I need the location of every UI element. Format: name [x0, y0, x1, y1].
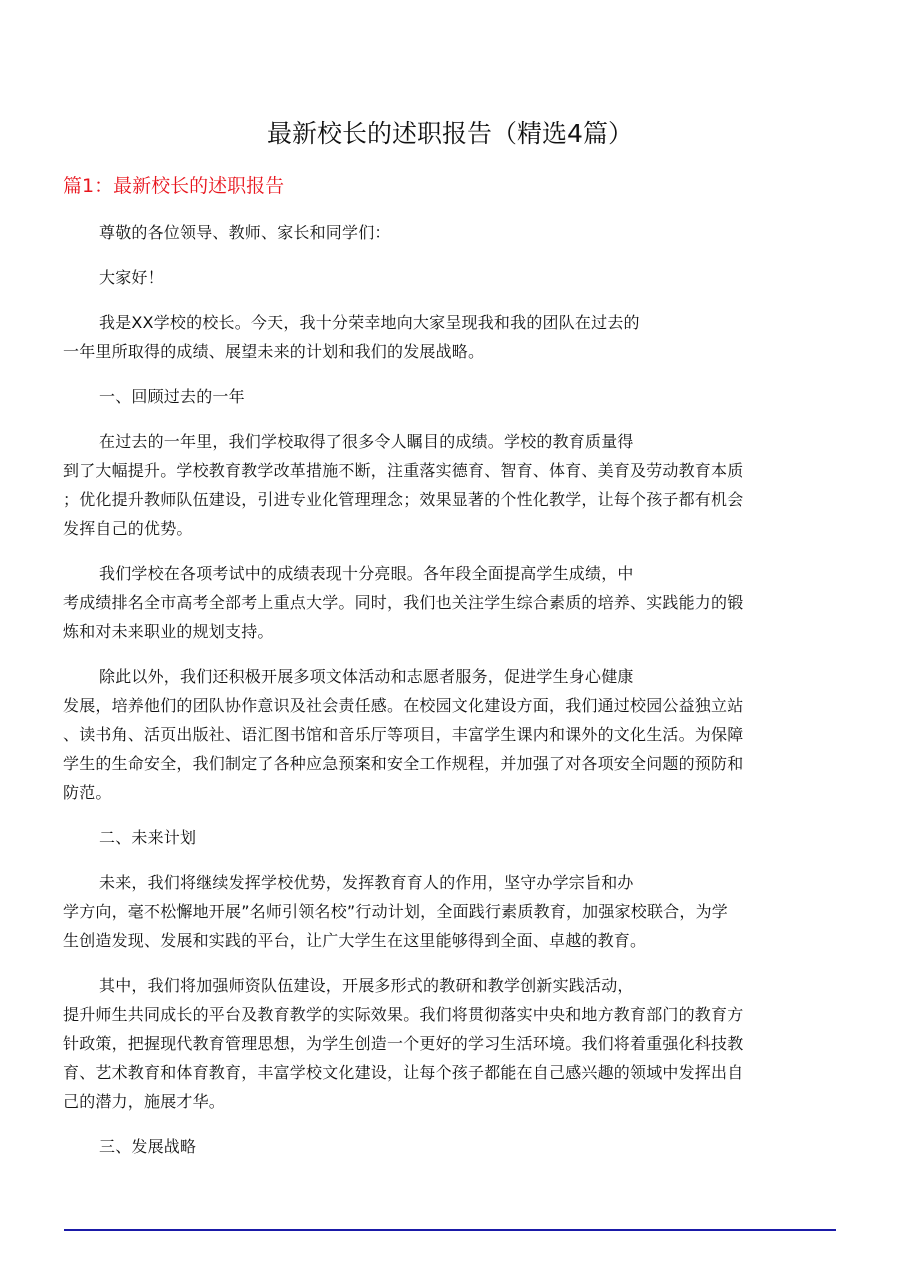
part1-paragraph	[63, 427, 838, 543]
part2-paragraph	[63, 868, 838, 955]
text-line: 一年里所取得的成绩、展望未来的计划和我们的发展战略。	[63, 342, 485, 361]
text-line: 学方向，毫不松懈地开展”名师引领名校”行动计划，全面践行素质教育，加强家校联合，为学	[63, 902, 728, 921]
hello-line: 大家好！	[99, 268, 164, 287]
document-body	[63, 218, 838, 1177]
greeting: 尊敬的各位领导、教师、家长和同学们：	[99, 223, 391, 242]
section-title: 篇1：最新校长的述职报告	[63, 175, 285, 197]
text-line: 在过去的一年里，我们学校取得了很多令人瞩目的成绩。学校的教育质量得	[99, 432, 634, 451]
text-line: 考成绩排名全市高考全部考上重点大学。同时，我们也关注学生综合素质的培养、实践能力的锻	[63, 593, 744, 612]
text-line: 到了大幅提升。学校教育教学改革措施不断，注重落实德育、智育、体育、美育及劳动教育本质	[63, 461, 744, 480]
text-line: 我们学校在各项考试中的成绩表现十分亮眼。各年段全面提高学生成绩，中	[99, 564, 634, 583]
document-title: 最新校长的述职报告（精选4篇）	[267, 119, 633, 148]
text-line: ；优化提升教师队伍建设，引进专业化管理理念；效果显著的个性化教学，让每个孩子都有机会	[63, 490, 744, 509]
part1-heading: 一、回顾过去的一年	[99, 387, 245, 406]
text-line: 其中，我们将加强师资队伍建设，开展多形式的教研和教学创新实践活动，	[99, 976, 634, 995]
intro-paragraph	[63, 308, 838, 366]
text-line: 炼和对未来职业的规划支持。	[63, 622, 274, 641]
text-line: 发展，培养他们的团队协作意识及社会责任感。在校园文化建设方面，我们通过校园公益独立站	[63, 696, 744, 715]
footer-divider	[64, 1229, 836, 1231]
text-line: 己的潜力，施展才华。	[63, 1092, 226, 1111]
text-line: 提升师生共同成长的平台及教育教学的实际效果。我们将贯彻落实中央和地方教育部门的教育方	[63, 1005, 744, 1024]
text-line: 育、艺术教育和体育教育，丰富学校文化建设，让每个孩子都能在自己感兴趣的领域中发挥出自	[63, 1063, 744, 1082]
text-line: 针政策，把握现代教育管理思想，为学生创造一个更好的学习生活环境。我们将着重强化科技教	[63, 1034, 744, 1053]
text-line: 生创造发现、发展和实践的平台，让广大学生在这里能够得到全面、卓越的教育。	[63, 931, 647, 950]
part1-paragraph	[63, 662, 838, 807]
text-line: 学生的生命安全，我们制定了各种应急预案和安全工作规程，并加强了对各项安全问题的预防和	[63, 754, 744, 773]
part1-paragraph	[63, 559, 838, 646]
text-line: 、读书角、活页出版社、语汇图书馆和音乐厅等项目，丰富学生课内和课外的文化生活。为保障	[63, 725, 744, 744]
part2-heading: 二、未来计划	[99, 828, 197, 847]
text-line: 发挥自己的优势。	[63, 519, 193, 538]
text-line: 未来，我们将继续发挥学校优势，发挥教育育人的作用，坚守办学宗旨和办	[99, 873, 634, 892]
text-line: 我是XX学校的校长。今天，我十分荣幸地向大家呈现我和我的团队在过去的	[99, 313, 640, 332]
part2-paragraph	[63, 971, 838, 1116]
part3-heading: 三、发展战略	[99, 1137, 197, 1156]
text-line: 防范。	[63, 783, 112, 802]
text-line: 除此以外，我们还积极开展多项文体活动和志愿者服务，促进学生身心健康	[99, 667, 634, 686]
